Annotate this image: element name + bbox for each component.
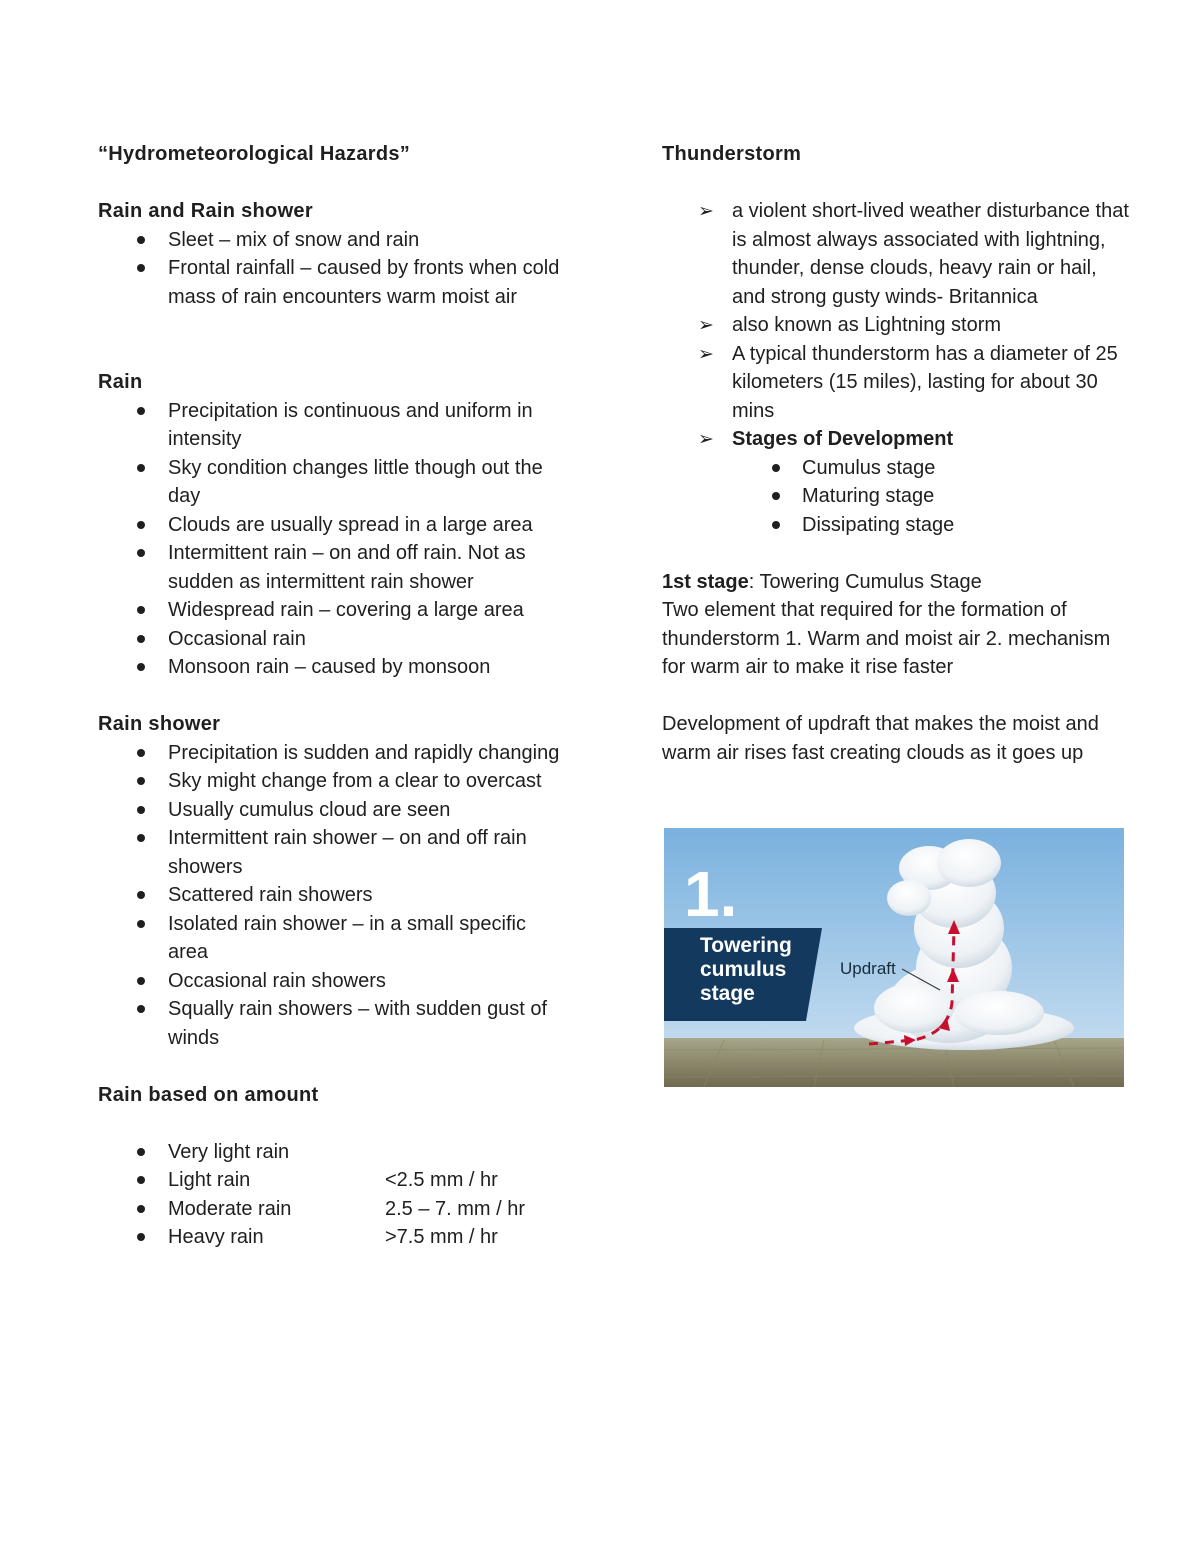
list-item: Occasional rain showers xyxy=(98,967,568,996)
arrow-bullet-icon: ➢ xyxy=(698,342,714,365)
list-item: Usually cumulus cloud are seen xyxy=(98,796,568,825)
stages-heading: Stages of Development xyxy=(732,428,954,450)
list-item xyxy=(98,1223,568,1252)
list-item xyxy=(98,1195,568,1224)
list-item: Widespread rain – covering a large area xyxy=(98,596,568,625)
list-item: Sky might change from a clear to overcast xyxy=(98,767,568,796)
list-item: Sleet – mix of snow and rain xyxy=(98,226,568,255)
list-item: Frontal rainfall – caused by fronts when cold mass of rain encounters warm moist air xyxy=(98,254,568,311)
list-item: Intermittent rain – on and off rain. Not as sudden as intermittent rain shower xyxy=(98,539,568,596)
first-stage-text: : Towering Cumulus Stage xyxy=(748,570,982,593)
figure-number: 1. xyxy=(684,858,738,930)
list-item xyxy=(662,311,1132,340)
arrow-bullet-icon: ➢ xyxy=(698,428,714,450)
first-stage-line xyxy=(662,568,1132,597)
list-rain-shower xyxy=(98,739,568,1053)
list-item: Clouds are usually spread in a large area xyxy=(98,511,568,540)
list-item-text: A typical thunderstorm has a diameter of 25 kilometers (15 miles), lasting for about 30 mins xyxy=(732,342,1118,422)
list-rain-and-rain-shower xyxy=(98,226,568,312)
figure-title-line: cumulus xyxy=(700,958,787,981)
list-item-text: also known as Lightning storm xyxy=(732,314,1002,336)
document-title: “Hydrometeorological Hazards” xyxy=(98,143,411,165)
amount-value: <2.5 mm / hr xyxy=(385,1169,498,1191)
right-column xyxy=(662,140,1132,767)
list-stages xyxy=(732,454,1132,540)
first-stage-label: 1st stage xyxy=(662,570,749,593)
list-item xyxy=(98,1166,568,1195)
figure-title-line: Towering xyxy=(700,934,792,957)
list-item xyxy=(662,425,1132,539)
list-item: Dissipating stage xyxy=(732,511,1132,540)
figure-title-line: stage xyxy=(700,982,755,1005)
list-thunderstorm xyxy=(662,197,1132,539)
list-item-text: a violent short-lived weather disturbance that is almost always associated with lightning, thunder, dense clouds, heavy rain or hail, and strong gusty winds- Britannica xyxy=(732,200,1129,308)
heading-rain-based-on-amount: Rain based on amount xyxy=(98,1083,319,1106)
list-item xyxy=(98,1138,568,1167)
amount-value: >7.5 mm / hr xyxy=(385,1226,498,1248)
list-item: Sky condition changes little though out the day xyxy=(98,454,568,511)
left-column xyxy=(98,140,568,1252)
heading-rain-shower: Rain shower xyxy=(98,713,221,735)
amount-label: Moderate rain xyxy=(168,1197,292,1220)
list-item: Maturing stage xyxy=(732,482,1132,511)
paragraph-elements: Two element that required for the formation of thunderstorm 1. Warm and moist air 2. mechanism for warm air to make it rise faster xyxy=(662,599,1111,678)
list-item: Precipitation is continuous and uniform in intensity xyxy=(98,397,568,454)
list-item: Precipitation is sudden and rapidly changing xyxy=(98,739,568,768)
list-item: Cumulus stage xyxy=(732,454,1132,483)
arrow-bullet-icon: ➢ xyxy=(698,200,714,222)
heading-rain-and-rain-shower: Rain and Rain shower xyxy=(98,200,313,222)
list-item: Scattered rain showers xyxy=(98,881,568,910)
list-rain xyxy=(98,397,568,682)
amount-label: Light rain xyxy=(168,1169,251,1191)
updraft-label: Updraft xyxy=(840,959,896,978)
amount-label: Very light rain xyxy=(168,1140,290,1163)
heading-rain: Rain xyxy=(98,371,143,393)
list-item xyxy=(662,197,1132,311)
list-item: Isolated rain shower – in a small specific area xyxy=(98,910,568,967)
paragraph-updraft: Development of updraft that makes the moist and warm air rises fast creating clouds as it goes up xyxy=(662,713,1099,764)
heading-thunderstorm: Thunderstorm xyxy=(662,143,802,165)
amount-label: Heavy rain xyxy=(168,1226,264,1248)
arrow-bullet-icon: ➢ xyxy=(698,314,714,336)
amount-value: 2.5 – 7. mm / hr xyxy=(385,1197,526,1220)
list-item: Intermittent rain shower – on and off rain showers xyxy=(98,824,568,881)
list-rain-amount xyxy=(98,1138,568,1252)
towering-cumulus-figure xyxy=(664,828,1124,1087)
figure-svg xyxy=(664,828,1124,1087)
list-item: Squally rain showers – with sudden gust of winds xyxy=(98,995,568,1052)
list-item: Monsoon rain – caused by monsoon xyxy=(98,653,568,682)
list-item xyxy=(662,340,1132,426)
list-item: Occasional rain xyxy=(98,625,568,654)
